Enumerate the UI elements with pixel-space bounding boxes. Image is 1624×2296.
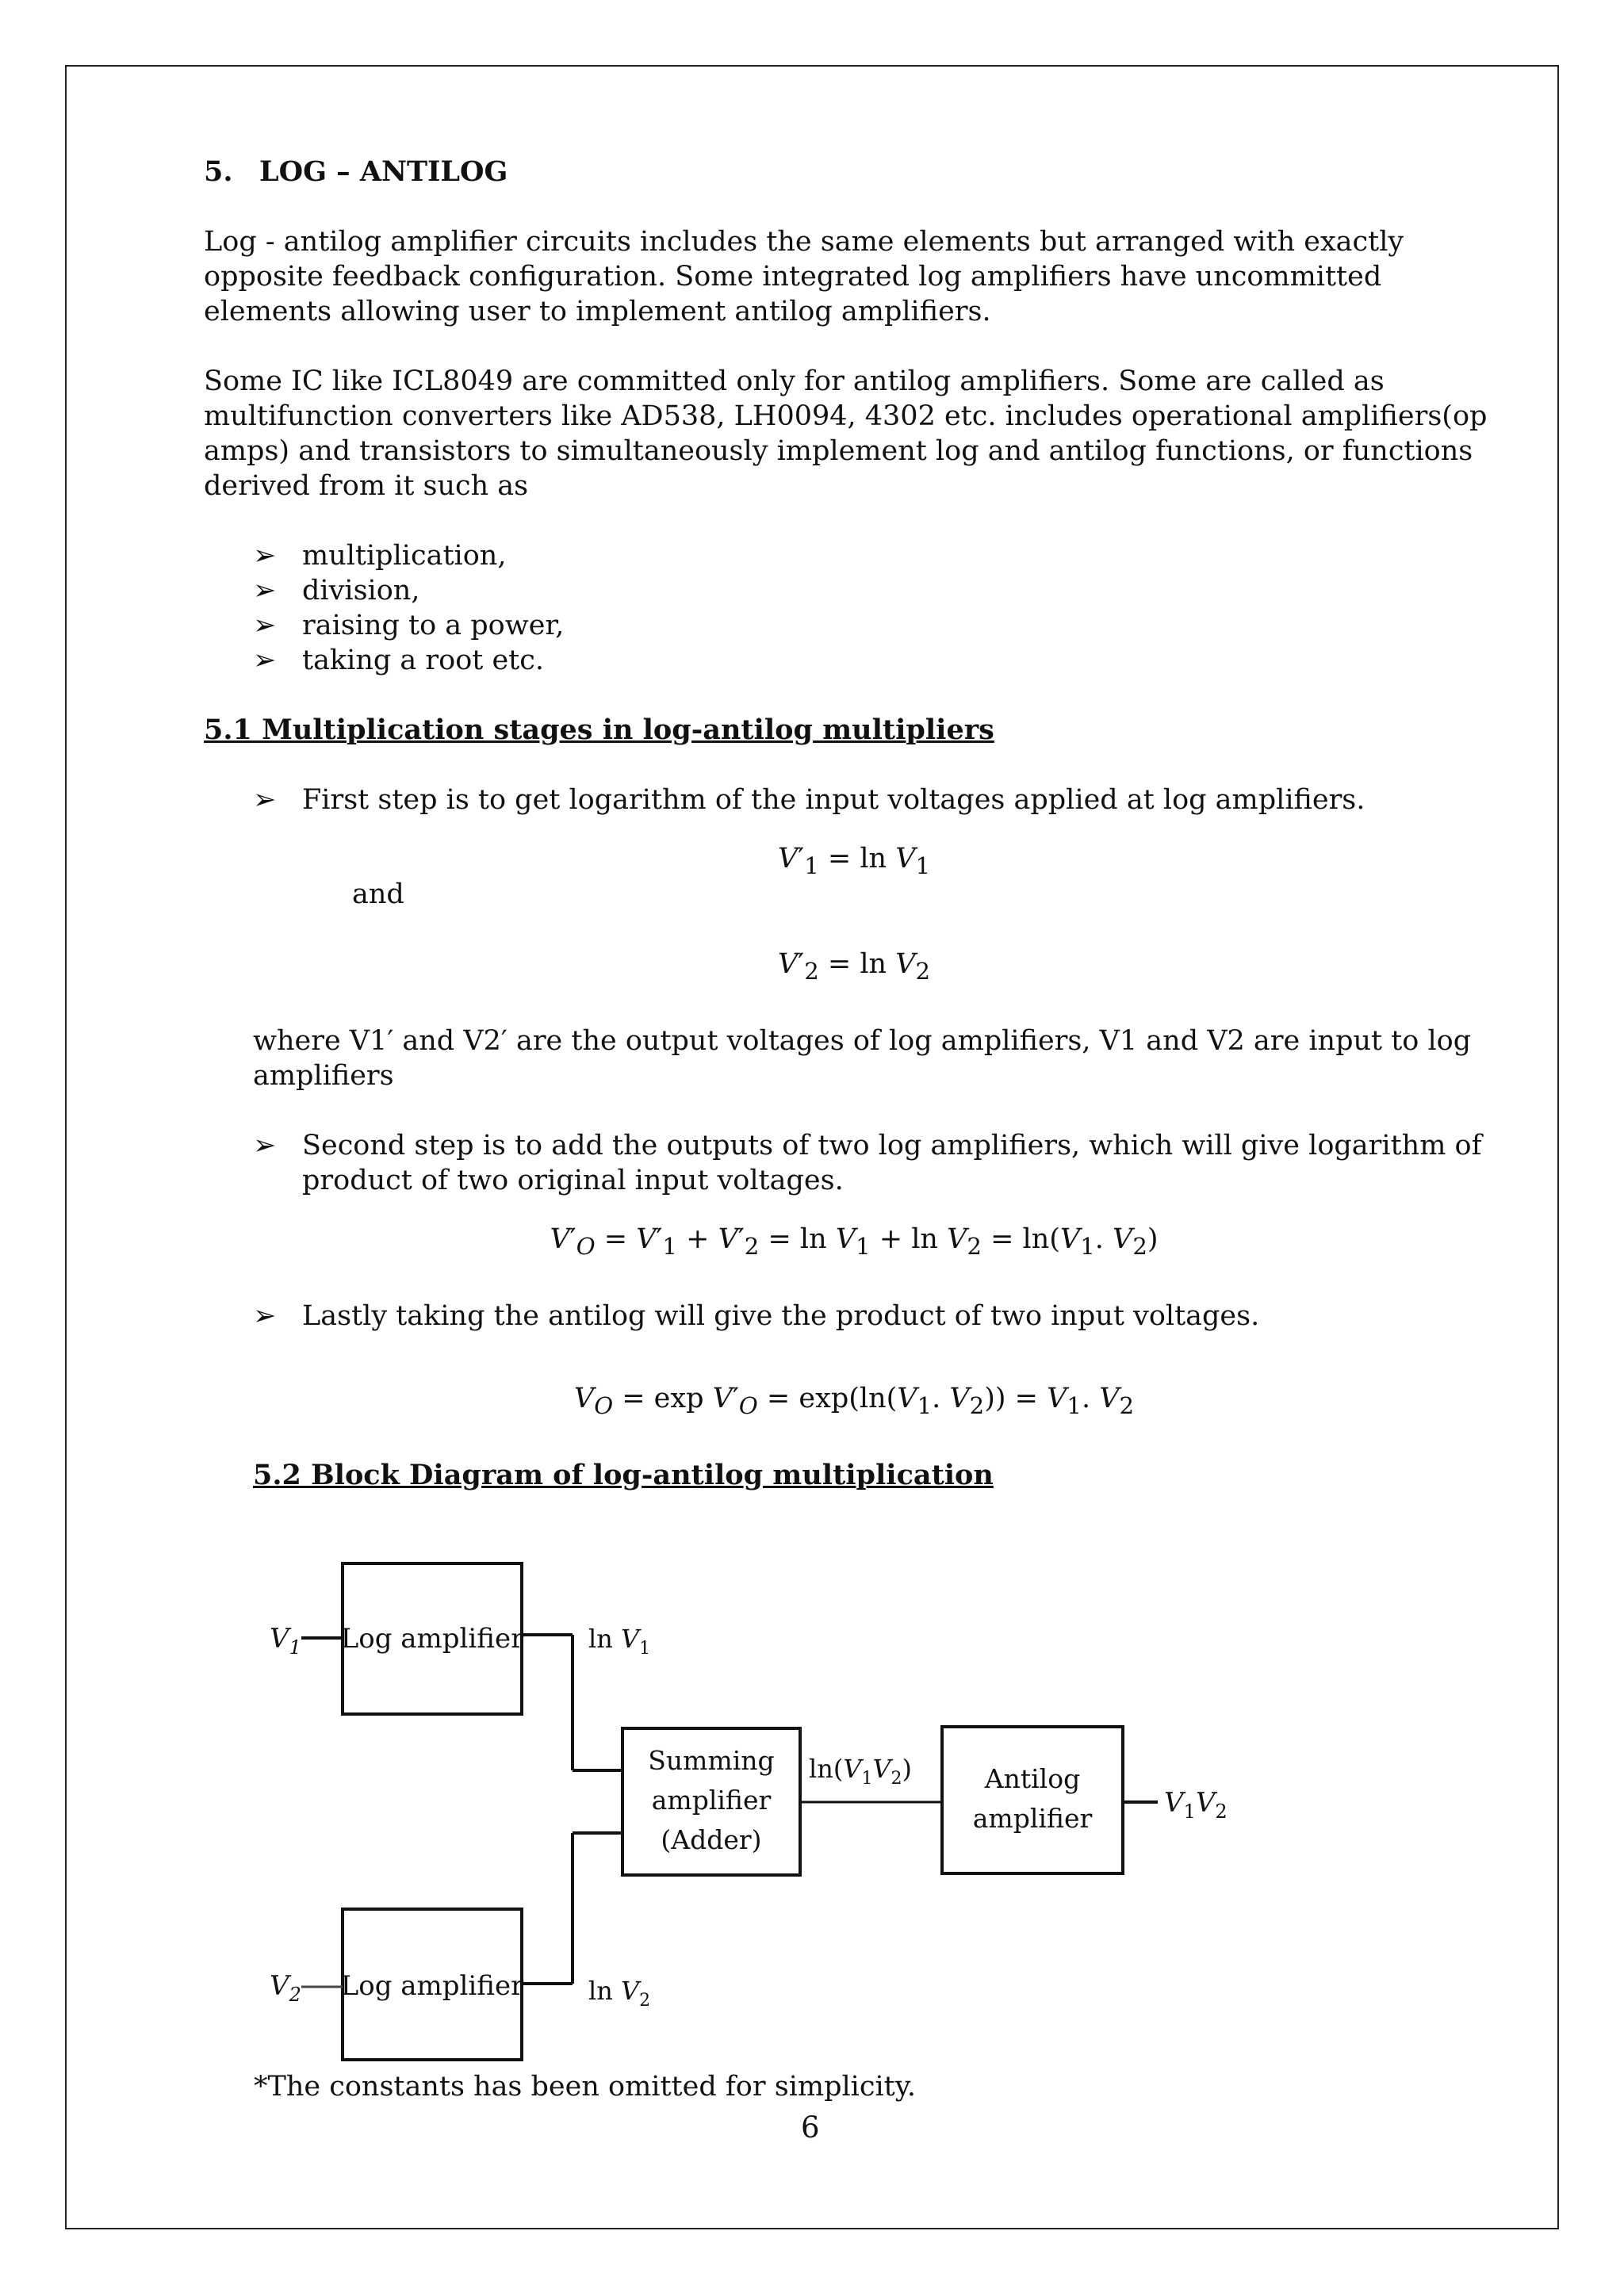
equation-v1: $V'_1 = \ln V_1$	[777, 843, 931, 879]
arrow-bullet-icon: ➢	[253, 645, 277, 676]
ln-v2-label: $\ln V_2$	[588, 1976, 651, 2011]
equation-antilog: $V_O = \exp V'_O = \exp(\ln(V_1$. $V_2)) = V_1$. $V_2$	[573, 1383, 1135, 1419]
input-v1-label: $V_1$	[270, 1623, 301, 1659]
summing-label-line3: (Adder)	[661, 1824, 762, 1855]
subsection-title-5-1: 5.1 Multiplication stages in log-antilog multipliers	[204, 714, 994, 746]
output-v1v2-label: $V_1V_2$	[1164, 1787, 1228, 1823]
log-amplifier-2-label: Log amplifier	[340, 1970, 524, 2002]
list-item: ➢ raising to a power,	[253, 610, 565, 641]
block-diagram	[238, 1546, 1253, 2069]
list-item: ➢ division,	[253, 575, 420, 607]
equation-sum: $V'_O = V'_1 + V'_2 = \ln V_1 + \ln V_2 = \ln(V_1$. $V_2$)	[550, 1223, 1159, 1260]
antilog-label-line2: amplifier	[972, 1803, 1093, 1834]
page-number: 6	[801, 2110, 820, 2145]
antilog-label-line1: Antilog	[984, 1763, 1081, 1794]
function-list	[204, 538, 1504, 678]
paragraph-1: Log - antilog amplifier circuits includes the same elements but arranged with exactly opposite feedback configuration. Some integrated log amplifiers have uncommitted elements allowing user to implement antilog amplifiers.	[204, 226, 1404, 327]
and-text: and	[352, 878, 404, 910]
arrow-bullet-icon: ➢	[253, 540, 277, 572]
input-v2-label: $V_2$	[270, 1970, 301, 2006]
ln-v1v2-label: $\ln(V_1V_2)$	[809, 1754, 913, 1789]
antilog-amplifier-box	[942, 1727, 1123, 1873]
arrow-bullet-icon: ➢	[253, 784, 277, 816]
step-1: ➢ First step is to get logarithm of the input voltages applied at log amplifiers.	[253, 784, 1365, 816]
log-amplifier-1-label: Log amplifier	[340, 1623, 524, 1655]
section-heading	[204, 155, 1504, 189]
list-item: ➢ multiplication,	[253, 540, 507, 572]
step-3: ➢ Lastly taking the antilog will give the product of two input voltages.	[253, 1300, 1260, 1332]
arrow-bullet-icon: ➢	[253, 1300, 277, 1332]
summing-label-line2: amplifier	[651, 1785, 772, 1816]
paragraph-2: Some IC like ICL8049 are committed only for antilog amplifiers. Some are called as multifunction converters like AD538, LH0094, 4302 etc. includes operational amplifiers(op amps) and transistors to simultaneously implement log and antilog functions, or functions derived from it such as	[204, 365, 1488, 502]
arrow-bullet-icon: ➢	[253, 610, 277, 641]
ln-v1-label: $\ln V_1$	[588, 1624, 651, 1659]
list-item: ➢ taking a root etc.	[253, 645, 544, 676]
step-2: ➢ Second step is to add the outputs of two log amplifiers, which will give logarithm of product of two original input voltages.	[253, 1130, 1482, 1196]
equation-v2: $V'_2 = \ln V_2$	[777, 948, 931, 985]
arrow-bullet-icon: ➢	[253, 575, 277, 607]
summing-label-line1: Summing	[648, 1745, 775, 1776]
where-text: where V1′ and V2′ are the output voltages of log amplifiers, V1 and V2 are input to log amplifiers	[253, 1025, 1472, 1092]
document-content	[204, 155, 1504, 1528]
arrow-bullet-icon: ➢	[253, 1130, 277, 1161]
subsection-title-5-2: 5.2 Block Diagram of log-antilog multiplication	[253, 1459, 994, 1491]
section-number: 5.	[204, 155, 233, 188]
section-title: LOG – ANTILOG	[259, 155, 508, 188]
footnote: *The constants has been omitted for simplicity.	[254, 2071, 916, 2103]
